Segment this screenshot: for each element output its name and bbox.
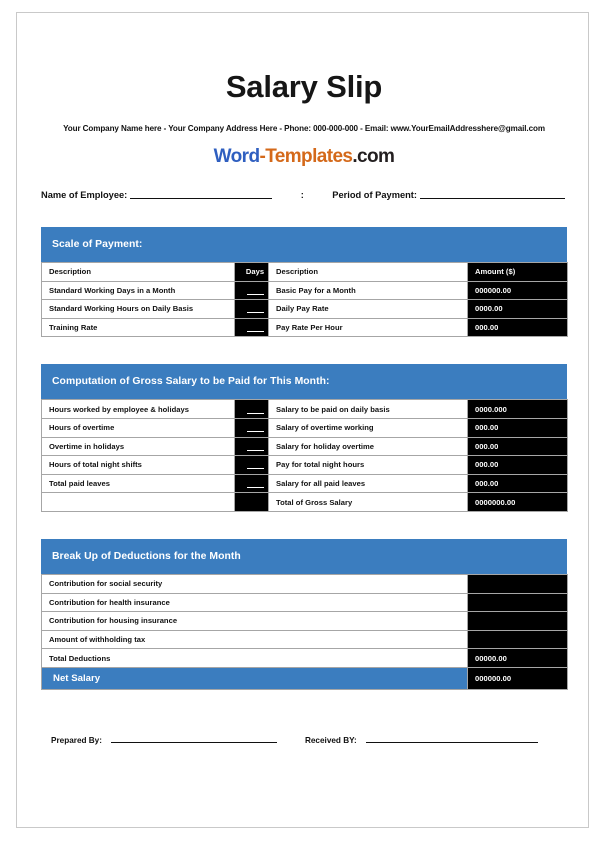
- row-amount[interactable]: 000.00: [468, 437, 568, 456]
- row-amount[interactable]: 0000.00: [468, 300, 568, 319]
- employee-separator: :: [300, 190, 304, 200]
- row-amount[interactable]: 000.00: [468, 474, 568, 493]
- table-scale-of-payment: [41, 262, 568, 337]
- page-title: Salary Slip: [225, 69, 383, 104]
- row-description-2: Salary for holiday overtime: [269, 437, 468, 456]
- employee-name-input[interactable]: [130, 198, 272, 199]
- deduction-description: Contribution for social security: [42, 574, 468, 593]
- logo-part-com: .com: [352, 146, 395, 167]
- net-salary-label: Net Salary: [42, 667, 468, 689]
- logo-part-word: Word: [213, 146, 260, 167]
- row-description: Overtime in holidays: [42, 437, 235, 456]
- section-header-gross-salary: Computation of Gross Salary to be Paid for This Month:: [41, 364, 567, 399]
- table-row: [42, 474, 568, 493]
- days-blank-line: [247, 461, 264, 469]
- prepared-by-input[interactable]: [111, 742, 277, 743]
- deduction-description: Contribution for health insurance: [42, 593, 468, 612]
- row-description: Training Rate: [42, 318, 235, 337]
- section-scale-of-payment: [41, 227, 567, 337]
- section-header-deductions: Break Up of Deductions for the Month: [41, 539, 567, 574]
- days-blank-line: [247, 287, 264, 295]
- table-row: [42, 630, 568, 649]
- table-deductions: [41, 574, 568, 690]
- table-row-net-salary: [42, 667, 568, 689]
- row-days-input[interactable]: [235, 418, 269, 437]
- row-description: Standard Working Hours on Daily Basis: [42, 300, 235, 319]
- row-days-input[interactable]: [235, 456, 269, 475]
- days-blank-line: [247, 305, 264, 313]
- row-days-input[interactable]: [235, 437, 269, 456]
- row-description-2: Salary of overtime working: [269, 418, 468, 437]
- row-description-2: Pay for total night hours: [269, 456, 468, 475]
- col-header-description-1: Description: [42, 263, 235, 282]
- employee-name-label: Name of Employee:: [41, 190, 128, 200]
- row-amount[interactable]: 000.00: [468, 418, 568, 437]
- days-blank-line: [247, 424, 264, 432]
- table-row: [42, 318, 568, 337]
- row-days-input[interactable]: [235, 281, 269, 300]
- row-days-input[interactable]: [235, 400, 269, 419]
- days-blank-line: [247, 406, 264, 414]
- table-row: [42, 593, 568, 612]
- section-gross-salary: [41, 364, 567, 512]
- table-row: [42, 281, 568, 300]
- row-amount[interactable]: 000000.00: [468, 281, 568, 300]
- word-templates-logo[interactable]: [41, 133, 567, 166]
- logo-part-dash: -: [259, 146, 266, 167]
- section-header-scale-of-payment: Scale of Payment:: [41, 227, 567, 262]
- row-days-input[interactable]: [235, 300, 269, 319]
- row-days-input[interactable]: [235, 474, 269, 493]
- row-days-empty: [235, 493, 269, 512]
- row-total-label: Total of Gross Salary: [269, 493, 468, 512]
- table-row: [42, 418, 568, 437]
- section-deductions: [41, 539, 567, 690]
- row-description: Hours worked by employee & holidays: [42, 400, 235, 419]
- col-header-days: Days: [235, 263, 269, 282]
- table-row-total-deductions: [42, 649, 568, 668]
- logo-part-templates: Templates: [265, 146, 353, 167]
- days-blank-line: [247, 480, 264, 488]
- table-row: [42, 300, 568, 319]
- table-header-row: [42, 263, 568, 282]
- row-description-2: Salary for all paid leaves: [269, 474, 468, 493]
- row-description: Total paid leaves: [42, 474, 235, 493]
- signature-row: [41, 690, 567, 745]
- row-amount[interactable]: 000.00: [468, 318, 568, 337]
- total-deductions-amount[interactable]: 00000.00: [468, 649, 568, 668]
- deduction-description: Amount of withholding tax: [42, 630, 468, 649]
- days-blank-line: [247, 324, 264, 332]
- period-of-payment-input[interactable]: [420, 198, 565, 199]
- deduction-description: Contribution for housing insurance: [42, 612, 468, 631]
- deduction-amount[interactable]: [468, 574, 568, 593]
- table-gross-salary: [41, 399, 568, 512]
- table-row-total: [42, 493, 568, 512]
- table-row: [42, 612, 568, 631]
- row-total-amount[interactable]: 0000000.00: [468, 493, 568, 512]
- table-row: [42, 456, 568, 475]
- net-salary-amount[interactable]: 000000.00: [468, 667, 568, 689]
- row-description-empty: [42, 493, 235, 512]
- table-row: [42, 400, 568, 419]
- received-by-input[interactable]: [366, 742, 538, 743]
- row-description: Hours of overtime: [42, 418, 235, 437]
- col-header-amount: Amount ($): [468, 263, 568, 282]
- col-header-description-2: Description: [269, 263, 468, 282]
- row-description-2: Basic Pay for a Month: [269, 281, 468, 300]
- row-days-input[interactable]: [235, 318, 269, 337]
- company-contact-line: Your Company Name here - Your Company Address Here - Phone: 000-000-000 - Email: www.YourEmailAddresshere@gmail.com: [63, 124, 545, 133]
- prepared-by-label: Prepared By:: [51, 735, 102, 745]
- row-description: Standard Working Days in a Month: [42, 281, 235, 300]
- period-of-payment-label: Period of Payment:: [332, 190, 418, 200]
- deduction-amount[interactable]: [468, 593, 568, 612]
- deduction-amount[interactable]: [468, 630, 568, 649]
- row-description-2: Pay Rate Per Hour: [269, 318, 468, 337]
- table-row: [42, 437, 568, 456]
- page-sheet: [16, 12, 589, 828]
- row-description-2: Salary to be paid on daily basis: [269, 400, 468, 419]
- employee-info-row: [41, 166, 567, 200]
- row-amount[interactable]: 0000.000: [468, 400, 568, 419]
- deduction-amount[interactable]: [468, 612, 568, 631]
- table-row: [42, 574, 568, 593]
- received-by-label: Received BY:: [304, 735, 357, 745]
- days-blank-line: [247, 443, 264, 451]
- row-description: Hours of total night shifts: [42, 456, 235, 475]
- row-description-2: Daily Pay Rate: [269, 300, 468, 319]
- row-amount[interactable]: 000.00: [468, 456, 568, 475]
- total-deductions-label: Total Deductions: [42, 649, 468, 668]
